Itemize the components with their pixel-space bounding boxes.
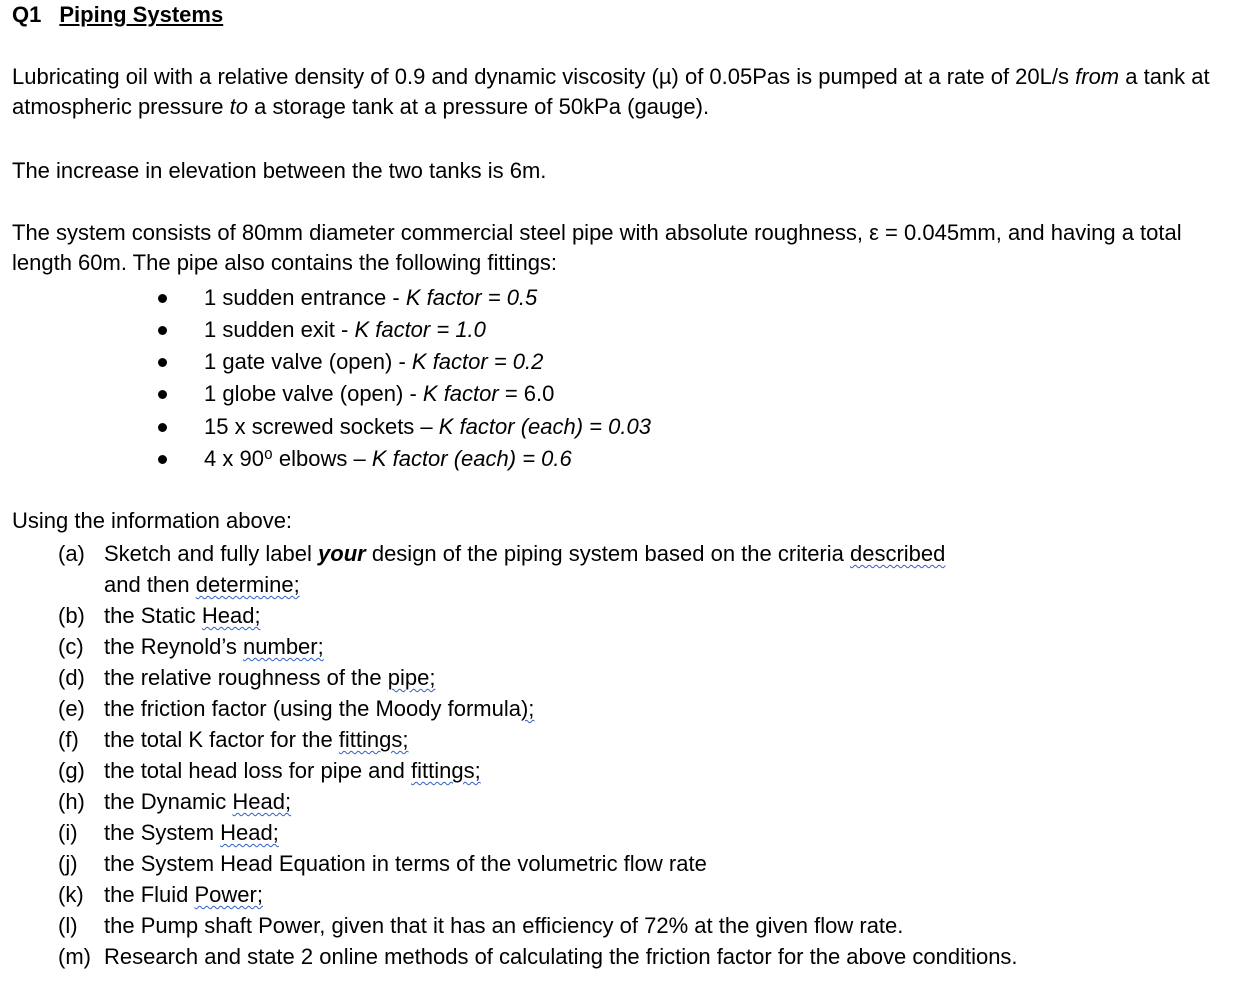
question-part-m [0,941,1240,972]
part-label: (l) [58,913,78,938]
part-label: (e) [58,696,85,721]
intro-text-a: Lubricating oil with a relative density of 0.9 and dynamic viscosity (µ) of 0.05Pas is pumped at a rate of 20L/s [12,64,1076,89]
bullet-icon [158,358,167,367]
question-part-j [0,848,1240,879]
part-a-pre: Sketch and fully label [104,541,319,566]
part-label: (a) [58,541,85,566]
part-text: the total K factor for the [104,727,339,752]
fitting-name: 1 gate valve (open) - [204,349,412,374]
intro-text-b: a tank at atmospheric pressure [12,64,1210,119]
part-a-your: your [318,541,366,566]
fitting-name: 1 sudden exit - [204,317,355,342]
fitting-name: 1 globe valve (open) - [204,381,423,406]
bullet-icon [158,423,167,432]
question-part-e [0,693,1240,724]
part-text: the System [104,820,221,845]
question-part-c [0,631,1240,662]
using-intro: Using the information above: [12,508,293,533]
intro-text-c: a storage tank at a pressure of 50kPa (gauge). [248,94,710,119]
question-heading [12,2,223,28]
list-item [0,378,900,411]
system-paragraph: The system consists of 80mm diameter commercial steel pipe with absolute roughness, ε = 0.045mm, and having a total length 60m. The pipe also contains the following fittings: [12,220,1182,275]
fitting-kfactor: K factor = 0.5 [405,285,538,310]
question-part-g [0,755,1240,786]
part-squiggle-text: Head; [232,789,292,814]
bullet-icon [158,390,167,399]
fitting-kfactor: K factor = 0.2 [411,349,544,374]
part-text: the Dynamic [104,789,233,814]
fitting-kfactor: K factor (each) = 0.03 [438,414,651,439]
part-squiggle-text: fittings; [411,758,481,783]
part-squiggle-text: number; [243,634,324,659]
part-label: (c) [58,634,84,659]
part-label: (g) [58,758,85,783]
part-a-mid: design of the piping system based on the criteria [365,541,850,566]
part-squiggle-text: ); [520,696,535,721]
intro-from: from [1075,64,1120,89]
question-part-b [0,600,1240,631]
part-a-line2: and then [104,572,196,597]
list-item [0,443,900,475]
part-label: (f) [58,727,79,752]
bullet-icon [158,326,167,335]
part-label: (j) [58,851,78,876]
part-text: the Pump shaft Power, given that it has an efficiency of 72% at the given flow rate. [104,913,904,938]
fitting-name: 4 x 90⁰ elbows – [204,446,372,471]
part-label: (m) [58,944,91,969]
fitting-kfactor: K factor [422,381,499,406]
part-squiggle-text: Power; [194,882,263,907]
bullet-icon [158,294,167,303]
part-label: (h) [58,789,85,814]
bullet-icon [158,455,167,464]
intro-to: to [229,94,249,119]
part-text: the total head loss for pipe and [104,758,411,783]
list-item [0,314,900,346]
part-text: the relative roughness of the [104,665,388,690]
question-part-h [0,786,1240,817]
fitting-name: 1 sudden entrance - [204,285,406,310]
question-part-a [0,538,1240,600]
part-a-described: described [850,541,946,566]
part-text: the friction factor (using the Moody formula [104,696,521,721]
question-part-i [0,817,1240,848]
list-item [0,346,900,378]
fitting-name: 15 x screwed sockets – [204,414,439,439]
part-text: the Reynold’s [104,634,244,659]
question-part-d [0,662,1240,693]
part-text: the Static [104,603,202,628]
part-text: Research and state 2 online methods of calculating the friction factor for the above conditions. [104,944,1018,969]
question-part-k [0,879,1240,910]
fittings-list [0,282,900,475]
elevation-paragraph: The increase in elevation between the two tanks is 6m. [12,158,547,183]
question-part-f [0,724,1240,755]
question-parts-list [0,538,1240,972]
part-label: (d) [58,665,85,690]
fitting-kfactor-value: = 6.0 [498,381,555,406]
question-title: Piping Systems [59,2,224,27]
fitting-kfactor: K factor (each) = 0.6 [371,446,572,471]
intro-paragraph [12,62,1232,122]
part-squiggle-text: Head; [201,603,261,628]
list-item [0,282,900,314]
question-part-l [0,910,1240,941]
part-text: the System Head Equation in terms of the volumetric flow rate [104,851,707,876]
part-label: (i) [58,820,78,845]
part-label: (k) [58,882,84,907]
part-squiggle-text: fittings; [338,727,409,752]
question-number: Q1 [12,2,42,27]
list-item [0,411,900,443]
part-squiggle-text: pipe; [387,665,436,690]
part-a-determine: determine; [195,572,300,597]
fitting-kfactor: K factor = 1.0 [354,317,486,342]
part-squiggle-text: Head; [220,820,279,845]
part-text: the Fluid [104,882,195,907]
part-label: (b) [58,603,85,628]
